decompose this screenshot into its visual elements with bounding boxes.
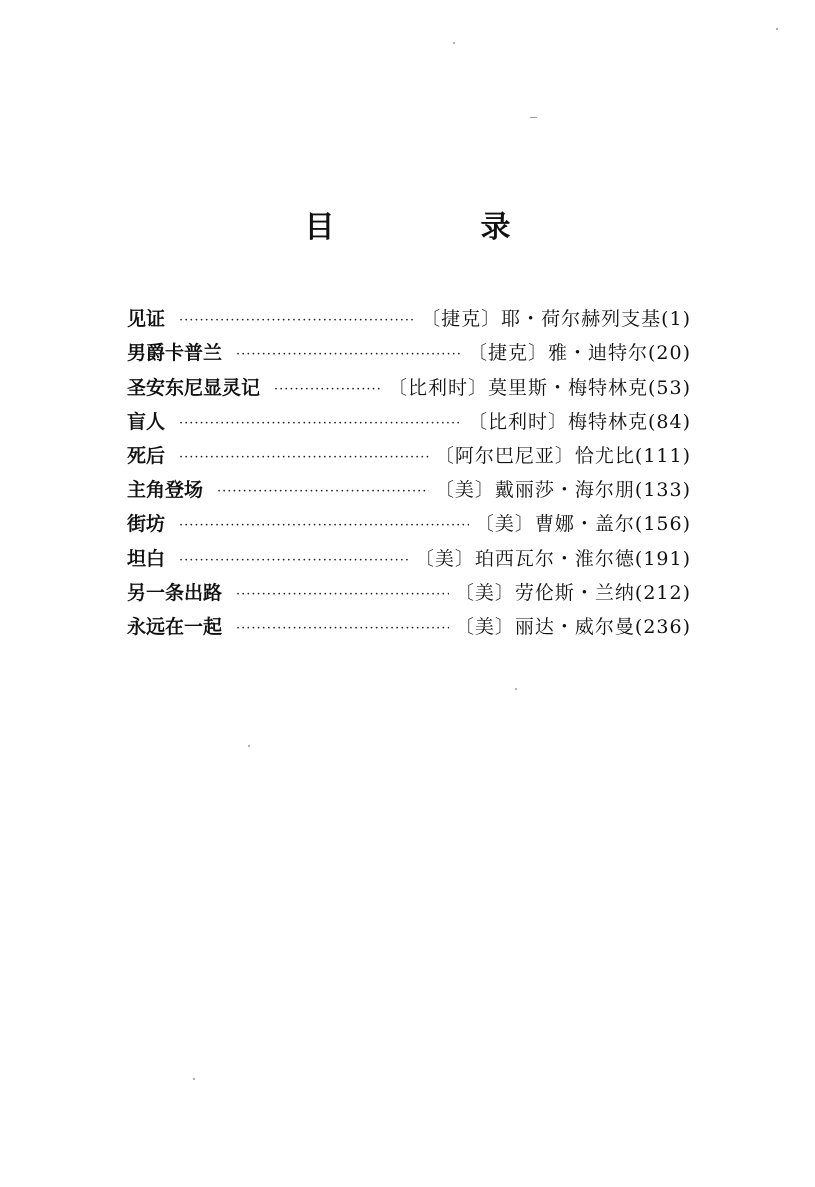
dot-leader [179,415,462,433]
toc-entry-byline: 〔比利时〕莫里斯・梅特林克(53) [387,376,691,399]
dot-leader [179,517,469,535]
dot-leader [274,381,382,399]
toc-entry [127,467,691,501]
toc-entry-byline: 〔美〕曹娜・盖尔(156) [474,513,691,536]
toc-entry [127,433,691,467]
toc-entry-title: 永远在一起 [127,615,223,638]
scan-speck [530,117,537,118]
scan-speck [515,688,517,690]
toc-entry-title: 坦白 [127,547,166,570]
toc-entry-title: 死后 [127,444,166,467]
toc-entry-byline: 〔美〕劳伦斯・兰纳(212) [454,581,691,604]
scan-speck [453,42,455,44]
toc-entry-title: 盲人 [127,410,166,433]
toc-entry-title: 见证 [127,308,166,331]
toc-entry-title: 街坊 [127,513,166,536]
dot-leader [236,620,449,638]
toc-entry-byline: 〔比利时〕梅特林克(84) [467,410,691,433]
dot-leader [179,312,415,330]
toc-entry-title: 主角登场 [127,479,204,502]
toc-entry [127,399,691,433]
toc-entry [127,501,691,535]
toc-entry-byline: 〔阿尔巴尼亚〕恰尤比(111) [434,444,691,467]
toc-entry-byline: 〔美〕丽达・威尔曼(236) [454,615,691,638]
dot-leader [179,552,409,570]
dot-leader [217,483,429,501]
scan-speck [193,1078,195,1080]
toc-entry [127,330,691,364]
toc-entry-title: 圣安东尼显灵记 [127,376,261,399]
toc-entry [127,570,691,604]
table-of-contents [127,296,691,638]
toc-entry-title: 另一条出路 [127,581,223,604]
toc-entry-byline: 〔美〕珀西瓦尔・淮尔德(191) [414,547,691,570]
toc-entry [127,296,691,330]
toc-entry [127,535,691,569]
scan-speck [248,745,250,747]
toc-entry [127,604,691,638]
scan-speck [776,28,778,30]
toc-entry [127,364,691,398]
toc-entry-byline: 〔捷克〕雅・迪特尔(20) [467,342,691,365]
toc-entry-byline: 〔捷克〕耶・荷尔赫列支基(1) [421,308,691,331]
dot-leader [236,346,462,364]
toc-entry-byline: 〔美〕戴丽莎・海尔朋(133) [434,479,691,502]
dot-leader [179,449,429,467]
dot-leader [236,586,449,604]
page-title: 目 录 [304,210,569,245]
toc-entry-title: 男爵卡普兰 [127,342,223,365]
